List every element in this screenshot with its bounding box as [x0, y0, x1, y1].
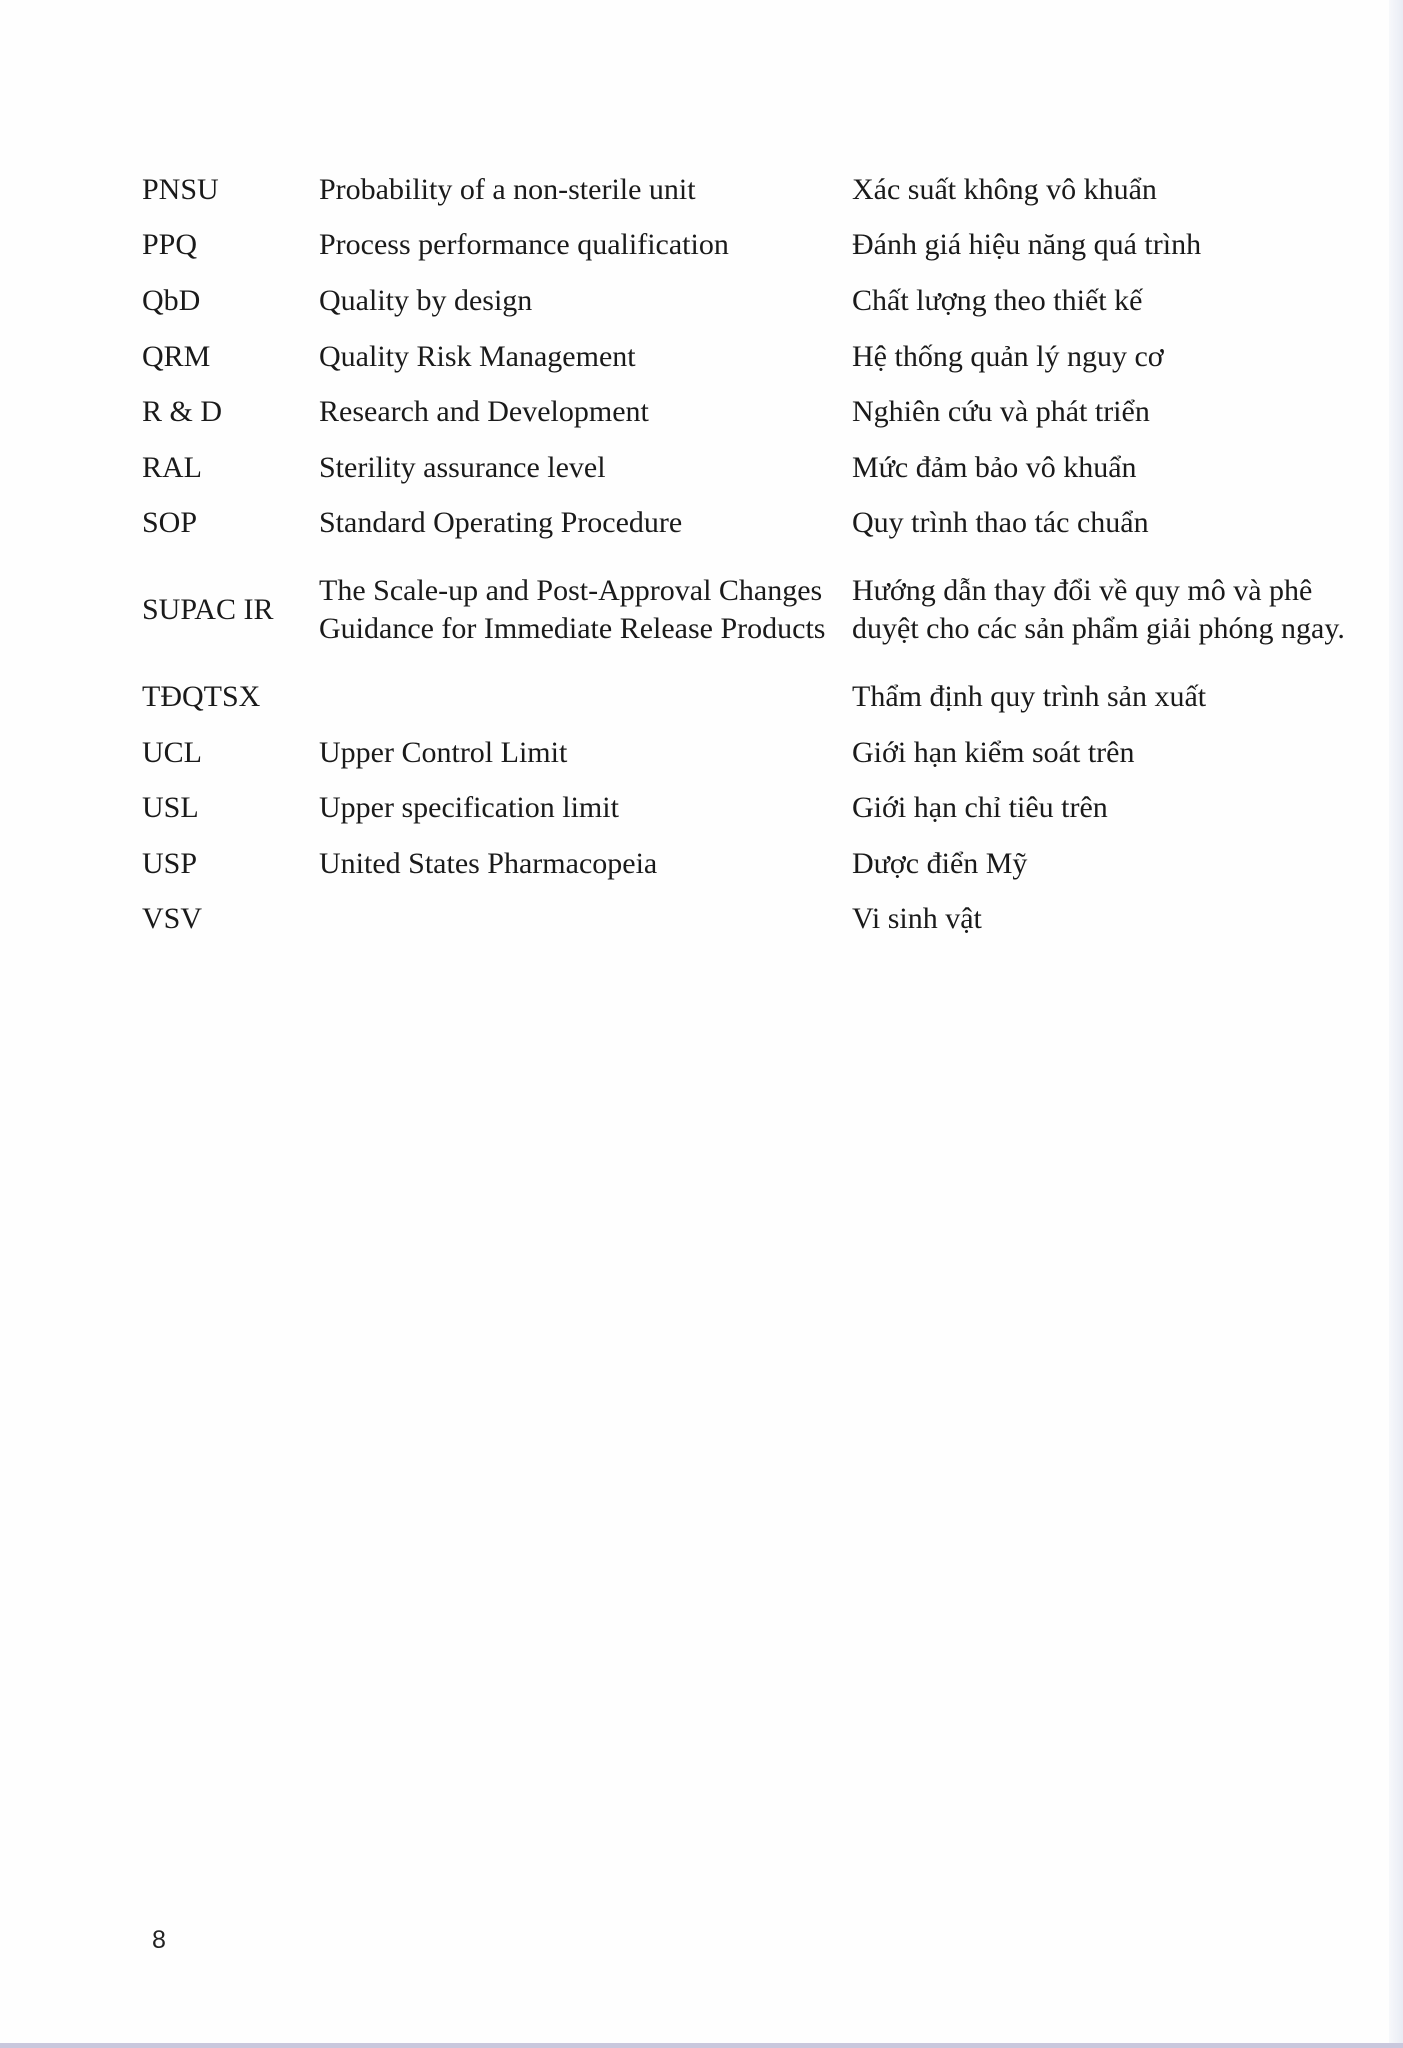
vietnamese-term: Mức đảm bảo vô khuẩn — [852, 450, 1137, 484]
vietnamese-term: Chất lượng theo thiết kế — [852, 283, 1143, 317]
english-term — [319, 892, 852, 948]
table-row — [142, 273, 1352, 329]
table-row — [142, 162, 1352, 218]
table-row — [142, 892, 1352, 948]
english-term: Process performance qualification — [319, 228, 729, 262]
abbreviation: TĐQTSX — [142, 679, 261, 713]
table-row — [142, 780, 1352, 836]
english-term: United States Pharmacopeia — [319, 846, 658, 880]
english-term: Quality by design — [319, 283, 533, 317]
page-edge-shadow — [1389, 0, 1403, 2048]
table-row — [142, 669, 1352, 725]
vietnamese-term: Hệ thống quản lý nguy cơ — [852, 339, 1164, 373]
table-row — [142, 725, 1352, 781]
abbreviation: USP — [142, 846, 198, 880]
english-term: The Scale-up and Post-Approval Changes Guidance for Immediate Release Products — [319, 574, 826, 646]
vietnamese-term: Dược điển Mỹ — [852, 846, 1028, 880]
abbreviation: SUPAC IR — [142, 593, 274, 627]
abbreviation: USL — [142, 791, 199, 825]
vietnamese-term: Nghiên cứu và phát triển — [852, 395, 1150, 429]
abbreviation-table — [142, 162, 1352, 947]
abbreviation: QRM — [142, 339, 211, 373]
vietnamese-term: Giới hạn chỉ tiêu trên — [852, 791, 1108, 825]
abbreviation: R & D — [142, 395, 223, 429]
abbreviation: SOP — [142, 506, 198, 540]
english-term: Probability of a non-sterile unit — [319, 172, 696, 206]
vietnamese-term: Xác suất không vô khuẩn — [852, 172, 1157, 206]
english-term: Upper Control Limit — [319, 735, 568, 769]
table-row — [142, 329, 1352, 385]
abbreviation: PNSU — [142, 172, 219, 206]
english-term: Sterility assurance level — [319, 450, 606, 484]
table-row — [142, 496, 1352, 552]
english-term: Research and Development — [319, 395, 649, 429]
table-row — [142, 218, 1352, 274]
page-bottom-edge — [0, 2043, 1403, 2048]
english-term: Quality Risk Management — [319, 339, 636, 373]
table-row — [142, 836, 1352, 892]
abbreviation: VSV — [142, 902, 203, 936]
vietnamese-term: Thẩm định quy trình sản xuất — [852, 679, 1207, 713]
english-term: Standard Operating Procedure — [319, 506, 683, 540]
vietnamese-term: Vi sinh vật — [852, 902, 982, 936]
vietnamese-term: Giới hạn kiểm soát trên — [852, 735, 1135, 769]
table-row — [142, 440, 1352, 496]
abbreviation: UCL — [142, 735, 202, 769]
english-term: Upper specification limit — [319, 791, 619, 825]
table-row — [142, 551, 1352, 669]
page-number: 8 — [152, 1926, 166, 1954]
table-row — [142, 384, 1352, 440]
vietnamese-term: Hướng dẫn thay đổi về quy mô và phê duyệt cho các sản phẩm giải phóng ngay. — [852, 574, 1345, 646]
abbreviation: PPQ — [142, 228, 198, 262]
english-term — [319, 669, 852, 725]
vietnamese-term: Đánh giá hiệu năng quá trình — [852, 228, 1202, 262]
abbreviation: QbD — [142, 283, 201, 317]
abbreviation: RAL — [142, 450, 202, 484]
vietnamese-term: Quy trình thao tác chuẩn — [852, 506, 1149, 540]
